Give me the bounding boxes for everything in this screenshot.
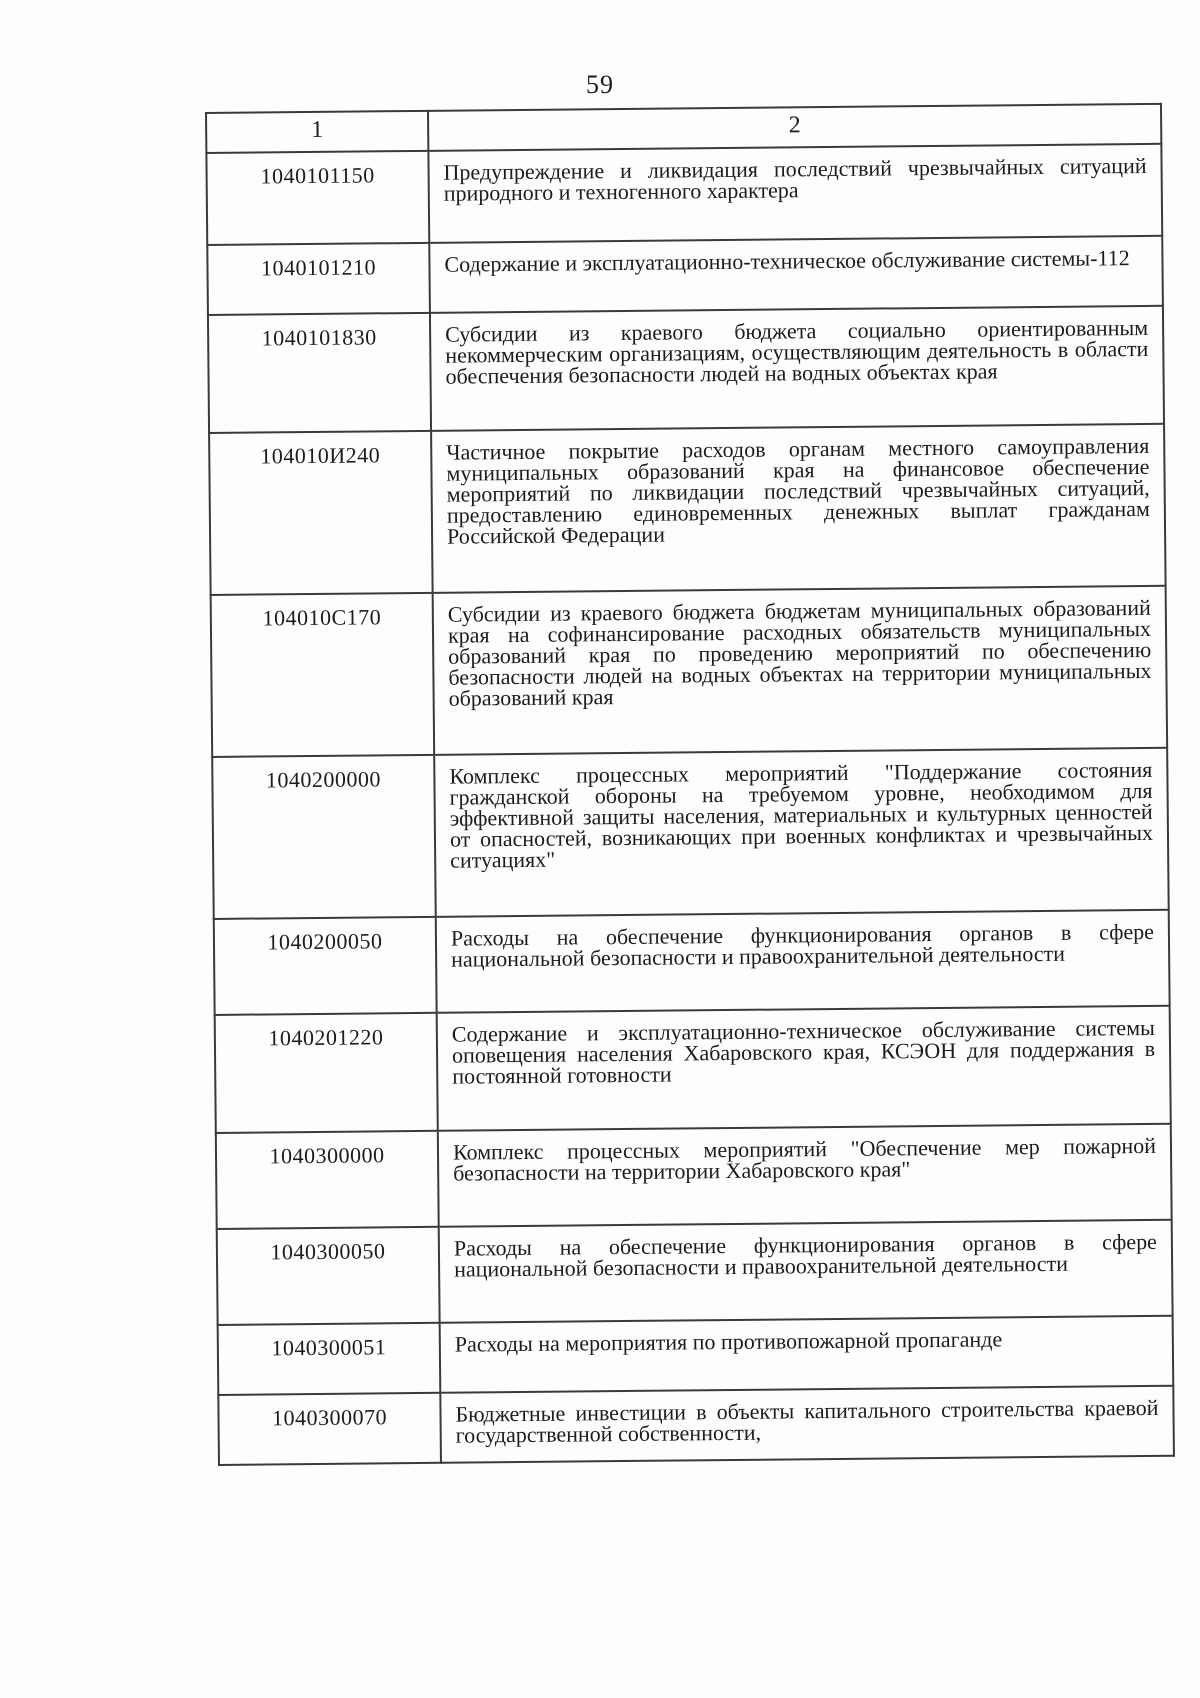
row-description: Комплекс процессных мероприятий "Поддержание состояния гражданской обороны на требуемом уровне, необходимом для эффективной защиты населения, материальных и культурных ценностей от опасностей, возникающих при военных конфликтах и чрезвычайных ситуациях" <box>434 748 1169 917</box>
row-code: 1040300050 <box>217 1227 440 1325</box>
row-code: 1040300051 <box>218 1323 441 1395</box>
row-description: Содержание и эксплуатационно-техническое обслуживание системы оповещения населения Хабаровского края, КСЭОН для поддержания в постоянной готовности <box>437 1006 1171 1131</box>
table-row <box>212 748 1169 919</box>
row-description: Предупреждение и ликвидация последствий чрезвычайных ситуаций природного и техногенного характера <box>428 144 1162 243</box>
table-row <box>211 586 1168 757</box>
row-code: 1040300070 <box>218 1393 441 1465</box>
column-header-description: 2 <box>428 104 1161 151</box>
table-row <box>208 306 1164 433</box>
budget-classification-table <box>205 103 1175 1466</box>
table-row <box>206 144 1162 245</box>
row-code: 104010С170 <box>211 593 435 757</box>
row-description: Бюджетные инвестиции в объекты капитального строительства краевой государственной собственности, <box>440 1386 1174 1463</box>
row-code: 1040101830 <box>208 313 431 433</box>
row-description: Субсидии из краевого бюджета бюджетам муниципальных образований края на софинансирование расходных обязательств муниципальных образований края по проведению мероприятий по обеспечению безопасности людей на водных объектах на территории муниципальных образований края <box>433 586 1168 755</box>
row-description: Расходы на мероприятия по противопожарной пропаганде <box>440 1316 1174 1393</box>
table-row <box>214 910 1170 1015</box>
row-code: 1040101150 <box>206 151 429 245</box>
table-row <box>217 1220 1173 1325</box>
row-code: 1040300000 <box>216 1131 439 1229</box>
table-row <box>218 1386 1174 1465</box>
row-description: Частичное покрытие расходов органам местного самоуправления муниципальных образований края на финансовое обеспечение мероприятий по ликвидации последствий чрезвычайных ситуаций, предоставлению единовременных денежных выплат гражданам Российской Федерации <box>431 424 1166 593</box>
row-description: Расходы на обеспечение функционирования органов в сфере национальной безопасности и правоохранительной деятельности <box>439 1220 1173 1323</box>
row-description: Субсидии из краевого бюджета социально ориентированным некоммерческим организациям, осуществляющим деятельность в области обеспечения безопасности людей на водных объектах края <box>430 306 1164 431</box>
row-code: 104010И240 <box>209 431 433 595</box>
table-row <box>209 424 1166 595</box>
row-code: 1040101210 <box>207 243 430 315</box>
table-row <box>207 236 1163 315</box>
column-header-code: 1 <box>206 111 428 153</box>
row-description: Содержание и эксплуатационно-техническое обслуживание системы-112 <box>429 236 1163 313</box>
page-number: 59 <box>586 70 614 99</box>
table-row <box>215 1006 1171 1133</box>
row-code: 1040200050 <box>214 917 437 1015</box>
row-description: Комплекс процессных мероприятий "Обеспечение мер пожарной безопасности на территории Хабаровского края" <box>438 1124 1172 1227</box>
table-row <box>218 1316 1174 1395</box>
row-code: 1040201220 <box>215 1013 438 1133</box>
table-row <box>216 1124 1172 1229</box>
row-description: Расходы на обеспечение функционирования органов в сфере национальной безопасности и правоохранительной деятельности <box>436 910 1170 1013</box>
row-code: 1040200000 <box>212 755 436 919</box>
